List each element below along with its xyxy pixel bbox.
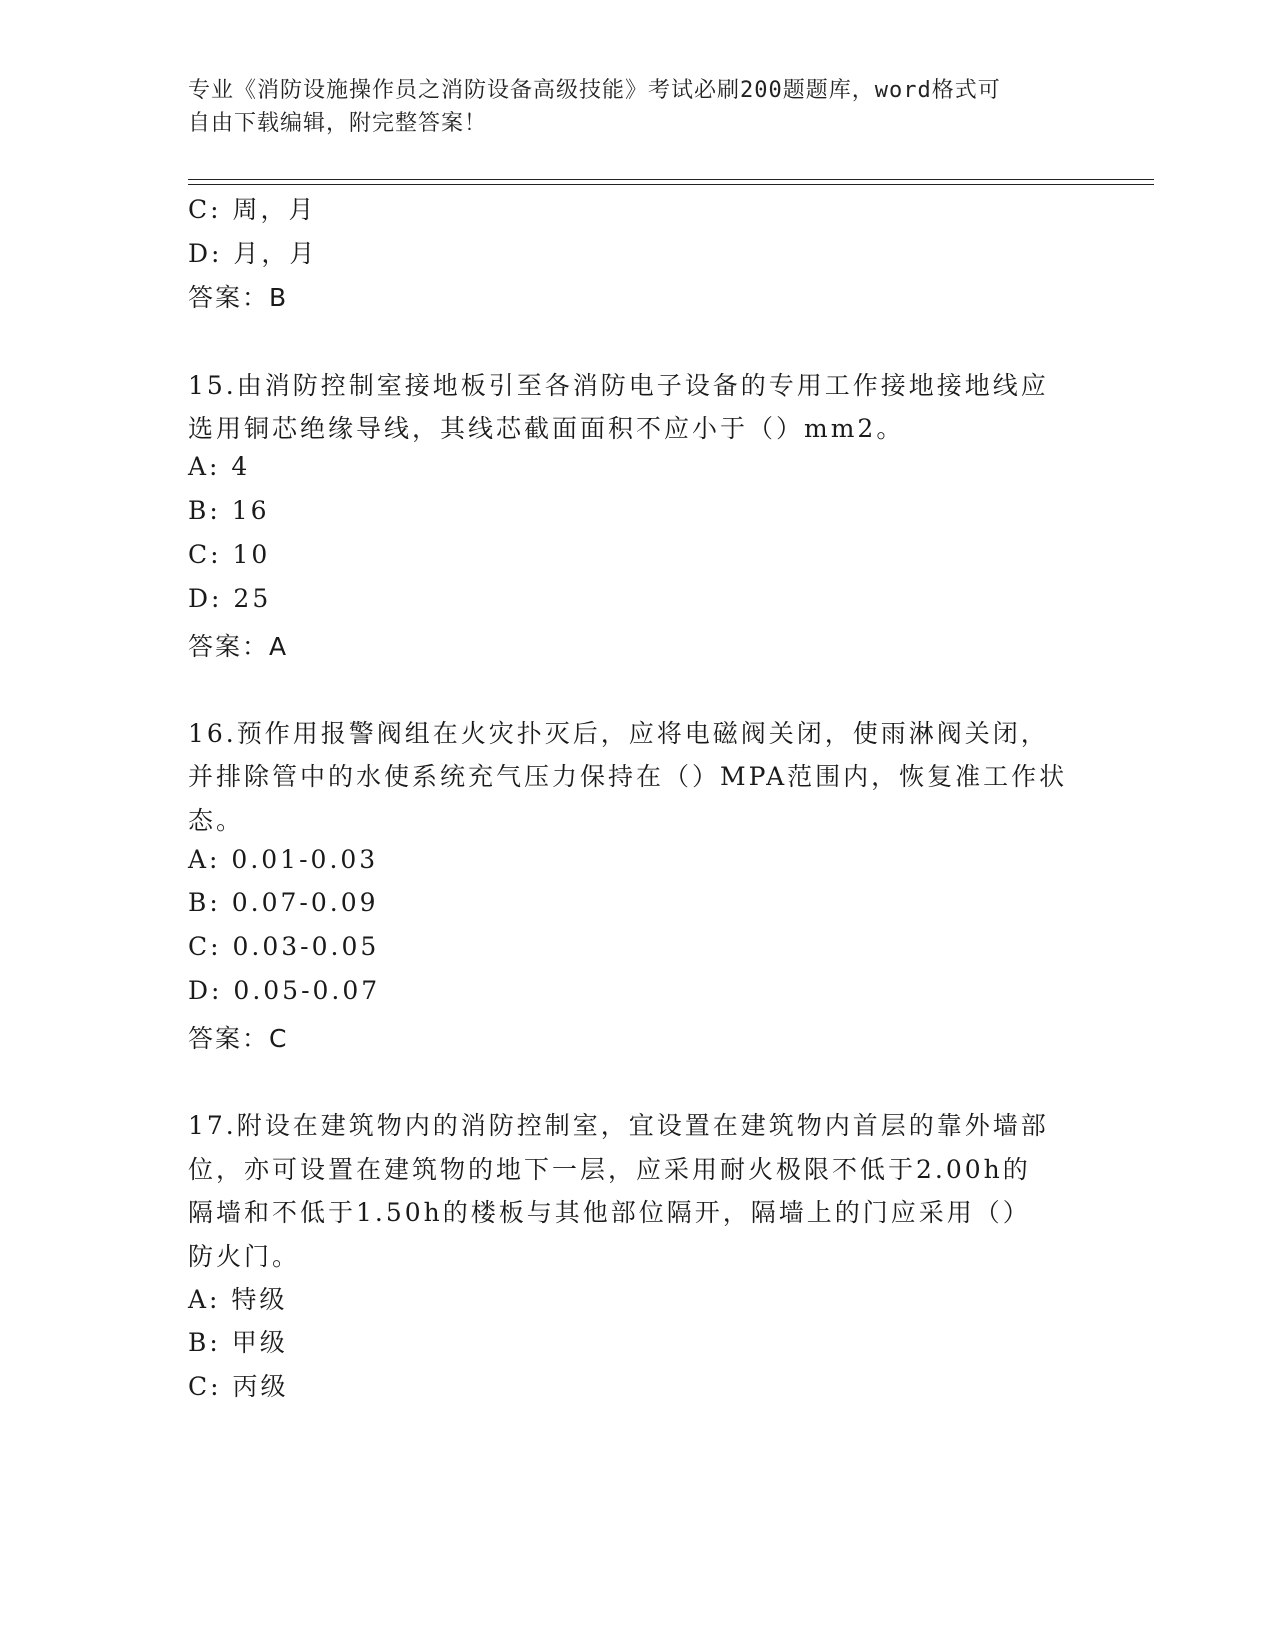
- q16-answer: 答案：C: [188, 1024, 289, 1053]
- q15-option-b: B: 16: [188, 496, 270, 525]
- q15-text-line-1: 15.由消防控制室接地板引至各消防电子设备的专用工作接地接地线应: [188, 371, 1049, 400]
- q16-text-line-1: 16.预作用报警阀组在火灾扑灭后，应将电磁阀关闭，使雨淋阀关闭，: [188, 719, 1049, 748]
- header-line-1: 专业《消防设施操作员之消防设备高级技能》考试必刷200题题库，word格式可: [188, 78, 1001, 103]
- header-rule-top: [188, 179, 1154, 180]
- q15-option-d: D: 25: [188, 584, 272, 613]
- q16-option-a: A: 0.01-0.03: [188, 845, 379, 874]
- q14-answer: 答案：B: [188, 283, 289, 312]
- q15-option-a: A: 4: [188, 452, 251, 481]
- q14-option-d: D: 月，月: [188, 239, 318, 268]
- q17-text-line-1: 17.附设在建筑物内的消防控制室，宜设置在建筑物内首层的靠外墙部: [188, 1111, 1049, 1140]
- q17-text-line-2: 位，亦可设置在建筑物的地下一层，应采用耐火极限不低于2.00h的: [188, 1155, 1031, 1184]
- header-rule-bottom: [188, 184, 1154, 185]
- header-line-2: 自由下载编辑，附完整答案！: [188, 111, 488, 136]
- q15-text-line-2: 选用铜芯绝缘导线，其线芯截面面积不应小于（）mm2。: [188, 414, 905, 443]
- q16-text-line-3: 态。: [188, 806, 245, 835]
- document-header: [188, 74, 1088, 140]
- q17-option-a: A: 特级: [188, 1285, 288, 1314]
- q17-option-b: B: 甲级: [188, 1328, 288, 1357]
- q17-text-line-3: 隔墙和不低于1.50h的楼板与其他部位隔开，隔墙上的门应采用（）: [188, 1198, 1031, 1227]
- q16-option-b: B: 0.07-0.09: [188, 888, 379, 917]
- q16-option-c: C: 0.03-0.05: [188, 932, 380, 961]
- q16-text-line-2: 并排除管中的水使系统充气压力保持在（）MPA范围内，恢复准工作状: [188, 762, 1068, 791]
- q15-answer: 答案：A: [188, 632, 289, 661]
- q16-option-d: D: 0.05-0.07: [188, 976, 381, 1005]
- q15-option-c: C: 10: [188, 540, 271, 569]
- q14-option-c: C: 周，月: [188, 195, 317, 224]
- q17-option-c: C: 丙级: [188, 1372, 289, 1401]
- q17-text-line-4: 防火门。: [188, 1242, 301, 1271]
